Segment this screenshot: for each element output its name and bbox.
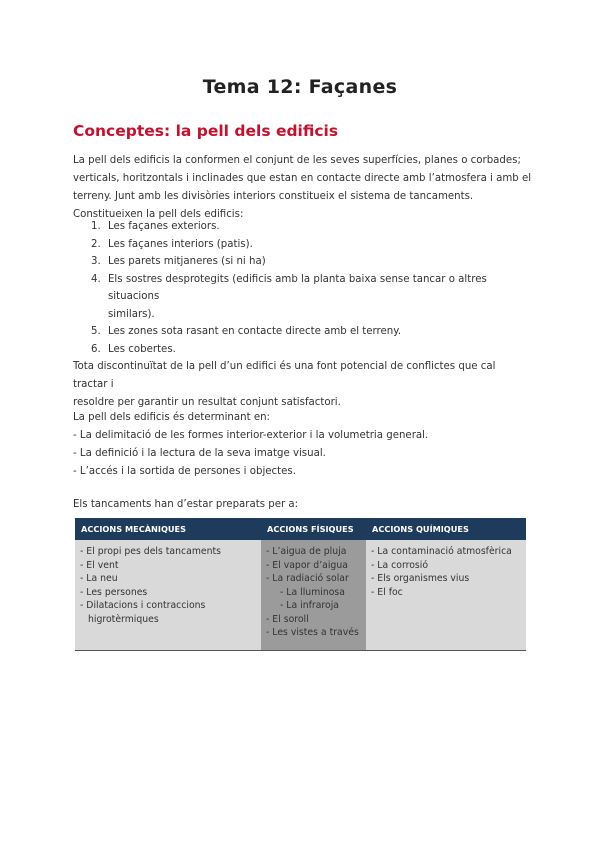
skin-elements-list	[73, 218, 533, 358]
intro-line: verticals, horitzontals i inclinades que estan en contacte directe amb l’atmosfera i amb el	[73, 173, 532, 184]
determinant-paragraph	[73, 409, 533, 481]
list-item	[73, 341, 533, 359]
intro-paragraph	[73, 152, 533, 224]
section-title: Conceptes: la pell dels edificis	[73, 122, 339, 140]
cell-item: - Dilatacions i contraccions	[80, 600, 206, 611]
list-number: 4.	[91, 273, 101, 285]
list-item	[73, 253, 533, 271]
cell-item: - Els organismes vius	[371, 573, 470, 584]
table-column-mechanical	[75, 518, 261, 650]
column-body	[75, 540, 261, 650]
column-body	[366, 540, 526, 650]
list-text: Els sostres desprotegits (edificis amb la planta baixa sense tancar o altres situacions	[108, 273, 487, 302]
list-number: 3.	[91, 256, 101, 267]
discontinuity-line: resoldre per garantir un resultat conjunt satisfactori.	[73, 397, 341, 408]
cell-item: - La radiació solar	[266, 573, 349, 584]
discontinuity-line: Tota discontinuïtat de la pell d’un edifici és una font potencial de conflictes que cal tractar i	[73, 361, 496, 390]
cell-item: - El soroll	[266, 613, 309, 625]
cell-item: - El vapor d’aigua	[266, 559, 348, 571]
cell-item: - La neu	[80, 573, 118, 584]
table-column-physical	[261, 518, 366, 650]
cell-item: - La contaminació atmosfèrica	[371, 546, 512, 557]
list-text: Les façanes exteriors.	[108, 221, 220, 232]
actions-table	[75, 518, 526, 651]
intro-line: La pell dels edificis la conformen el conjunt de les seves superfícies, planes o corbades;	[73, 155, 521, 166]
cell-item: - El foc	[371, 586, 403, 598]
list-text: Les zones sota rasant en contacte directe amb el terreny.	[108, 326, 402, 337]
list-item	[73, 218, 533, 236]
cell-item: - Les persones	[80, 586, 148, 598]
discontinuity-paragraph	[73, 358, 533, 412]
determinant-line: - L’accés i la sortida de persones i objectes.	[73, 466, 296, 477]
cell-item: - Les vistes a través	[266, 627, 359, 638]
cell-item: - La infraroja	[280, 600, 339, 611]
list-number: 6.	[91, 343, 101, 355]
table-intro: Els tancaments han d’estar preparats per a:	[73, 499, 299, 510]
determinant-line: - La delimitació de les formes interior-exterior i la volumetria general.	[73, 430, 429, 441]
cell-item: higrotèrmiques	[88, 613, 159, 625]
cell-item: - La corrosió	[371, 559, 429, 571]
column-header: ACCIONS FÍSIQUES	[261, 518, 366, 540]
determinant-line: - La definició i la lectura de la seva imatge visual.	[73, 448, 326, 459]
cell-item: - El propi pes dels tancaments	[80, 546, 221, 557]
intro-line: terreny. Junt amb les divisòries interiors constitueix el sistema de tancaments.	[73, 191, 474, 202]
list-number: 2.	[91, 238, 101, 250]
intro-line: Constitueixen la pell dels edificis:	[73, 209, 244, 220]
list-item	[73, 271, 533, 324]
list-number: 1.	[91, 221, 101, 232]
cell-item: - La lluminosa	[280, 586, 345, 598]
list-item	[73, 323, 533, 341]
column-header: ACCIONS MECÀNIQUES	[75, 518, 261, 540]
list-item	[73, 236, 533, 254]
determinant-line: La pell dels edificis és determinant en:	[73, 412, 270, 423]
list-text: Les façanes interiors (patis).	[108, 238, 253, 250]
list-number: 5.	[91, 326, 101, 337]
cell-item: - L’aigua de pluja	[266, 546, 347, 557]
list-text: Les parets mitjaneres (si ni ha)	[108, 256, 266, 267]
column-header: ACCIONS QUÍMIQUES	[366, 518, 526, 540]
list-text: Les cobertes.	[108, 343, 176, 355]
page-title: Tema 12: Façanes	[202, 76, 398, 98]
column-body	[261, 540, 366, 650]
cell-item: - El vent	[80, 559, 119, 571]
list-text: similars).	[108, 308, 155, 320]
table-column-chemical	[366, 518, 526, 650]
